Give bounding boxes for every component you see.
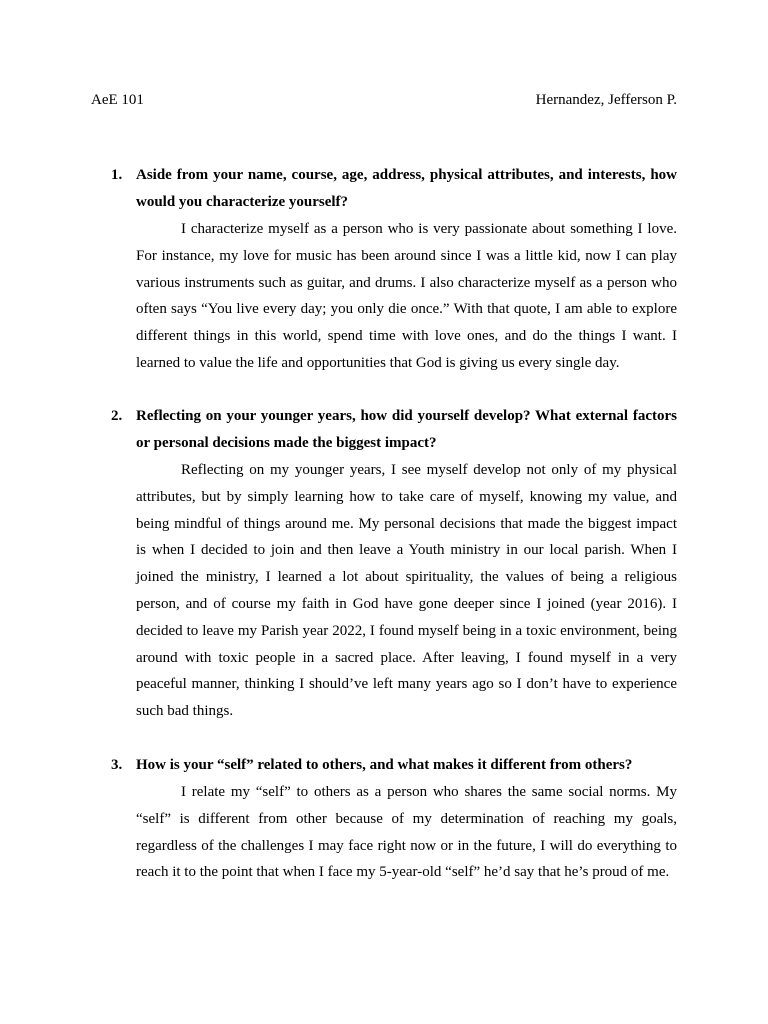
question-text: Reflecting on your younger years, how did yourself develop? What external factors or personal decisions made the biggest impact?: [136, 408, 677, 451]
question-text: How is your “self” related to others, and what makes it different from others?: [136, 757, 633, 773]
question-block-2: [111, 403, 677, 725]
course-code: AeE 101: [91, 92, 144, 108]
question-block-1: [111, 162, 677, 377]
question-number: 3.: [111, 757, 123, 773]
question-number: 2.: [111, 408, 123, 424]
question-block-3: [111, 752, 677, 886]
question-number: 1.: [111, 167, 123, 183]
answer-text: Reflecting on my younger years, I see myself develop not only of my physical attributes, but by simply learning how to take care of myself, knowing my value, and being mindful of things around me. My personal decisions that made the biggest impact is when I decided to join and then leave a Youth ministry in our local parish. When I joined the ministry, I learned a lot about spirituality, the values of being a religious person, and of course my faith in God have gone deeper since I joined (year 2016). I decided to leave my Parish year 2022, I found myself being in a toxic environment, being around with toxic people in a sacred place. After leaving, I found myself in a very peaceful manner, thinking I should’ve left many years ago so I don’t have to experience such bad things.: [136, 462, 677, 720]
answer-text: I characterize myself as a person who is very passionate about something I love. For instance, my love for music has been around since I was a little kid, now I can play various instruments such as guitar, and drums. I also characterize myself as a person who often says “You live every day; you only die once.” With that quote, I am able to explore different things in this world, spend time with love ones, and do the things I want. I learned to value the life and opportunities that God is giving us every single day.: [136, 221, 677, 371]
author-name: Hernandez, Jefferson P.: [535, 92, 677, 108]
answer-text: I relate my “self” to others as a person who shares the same social norms. My “self” is different from other because of my determination of reaching my goals, regardless of the challenges I may face right now or in the future, I will do everything to reach it to the point that when I face my 5-year-old “self” he’d say that he’s proud of me.: [136, 784, 677, 881]
page-header: [91, 92, 677, 112]
question-text: Aside from your name, course, age, address, physical attributes, and interests, how would you characterize yourself?: [136, 167, 677, 210]
